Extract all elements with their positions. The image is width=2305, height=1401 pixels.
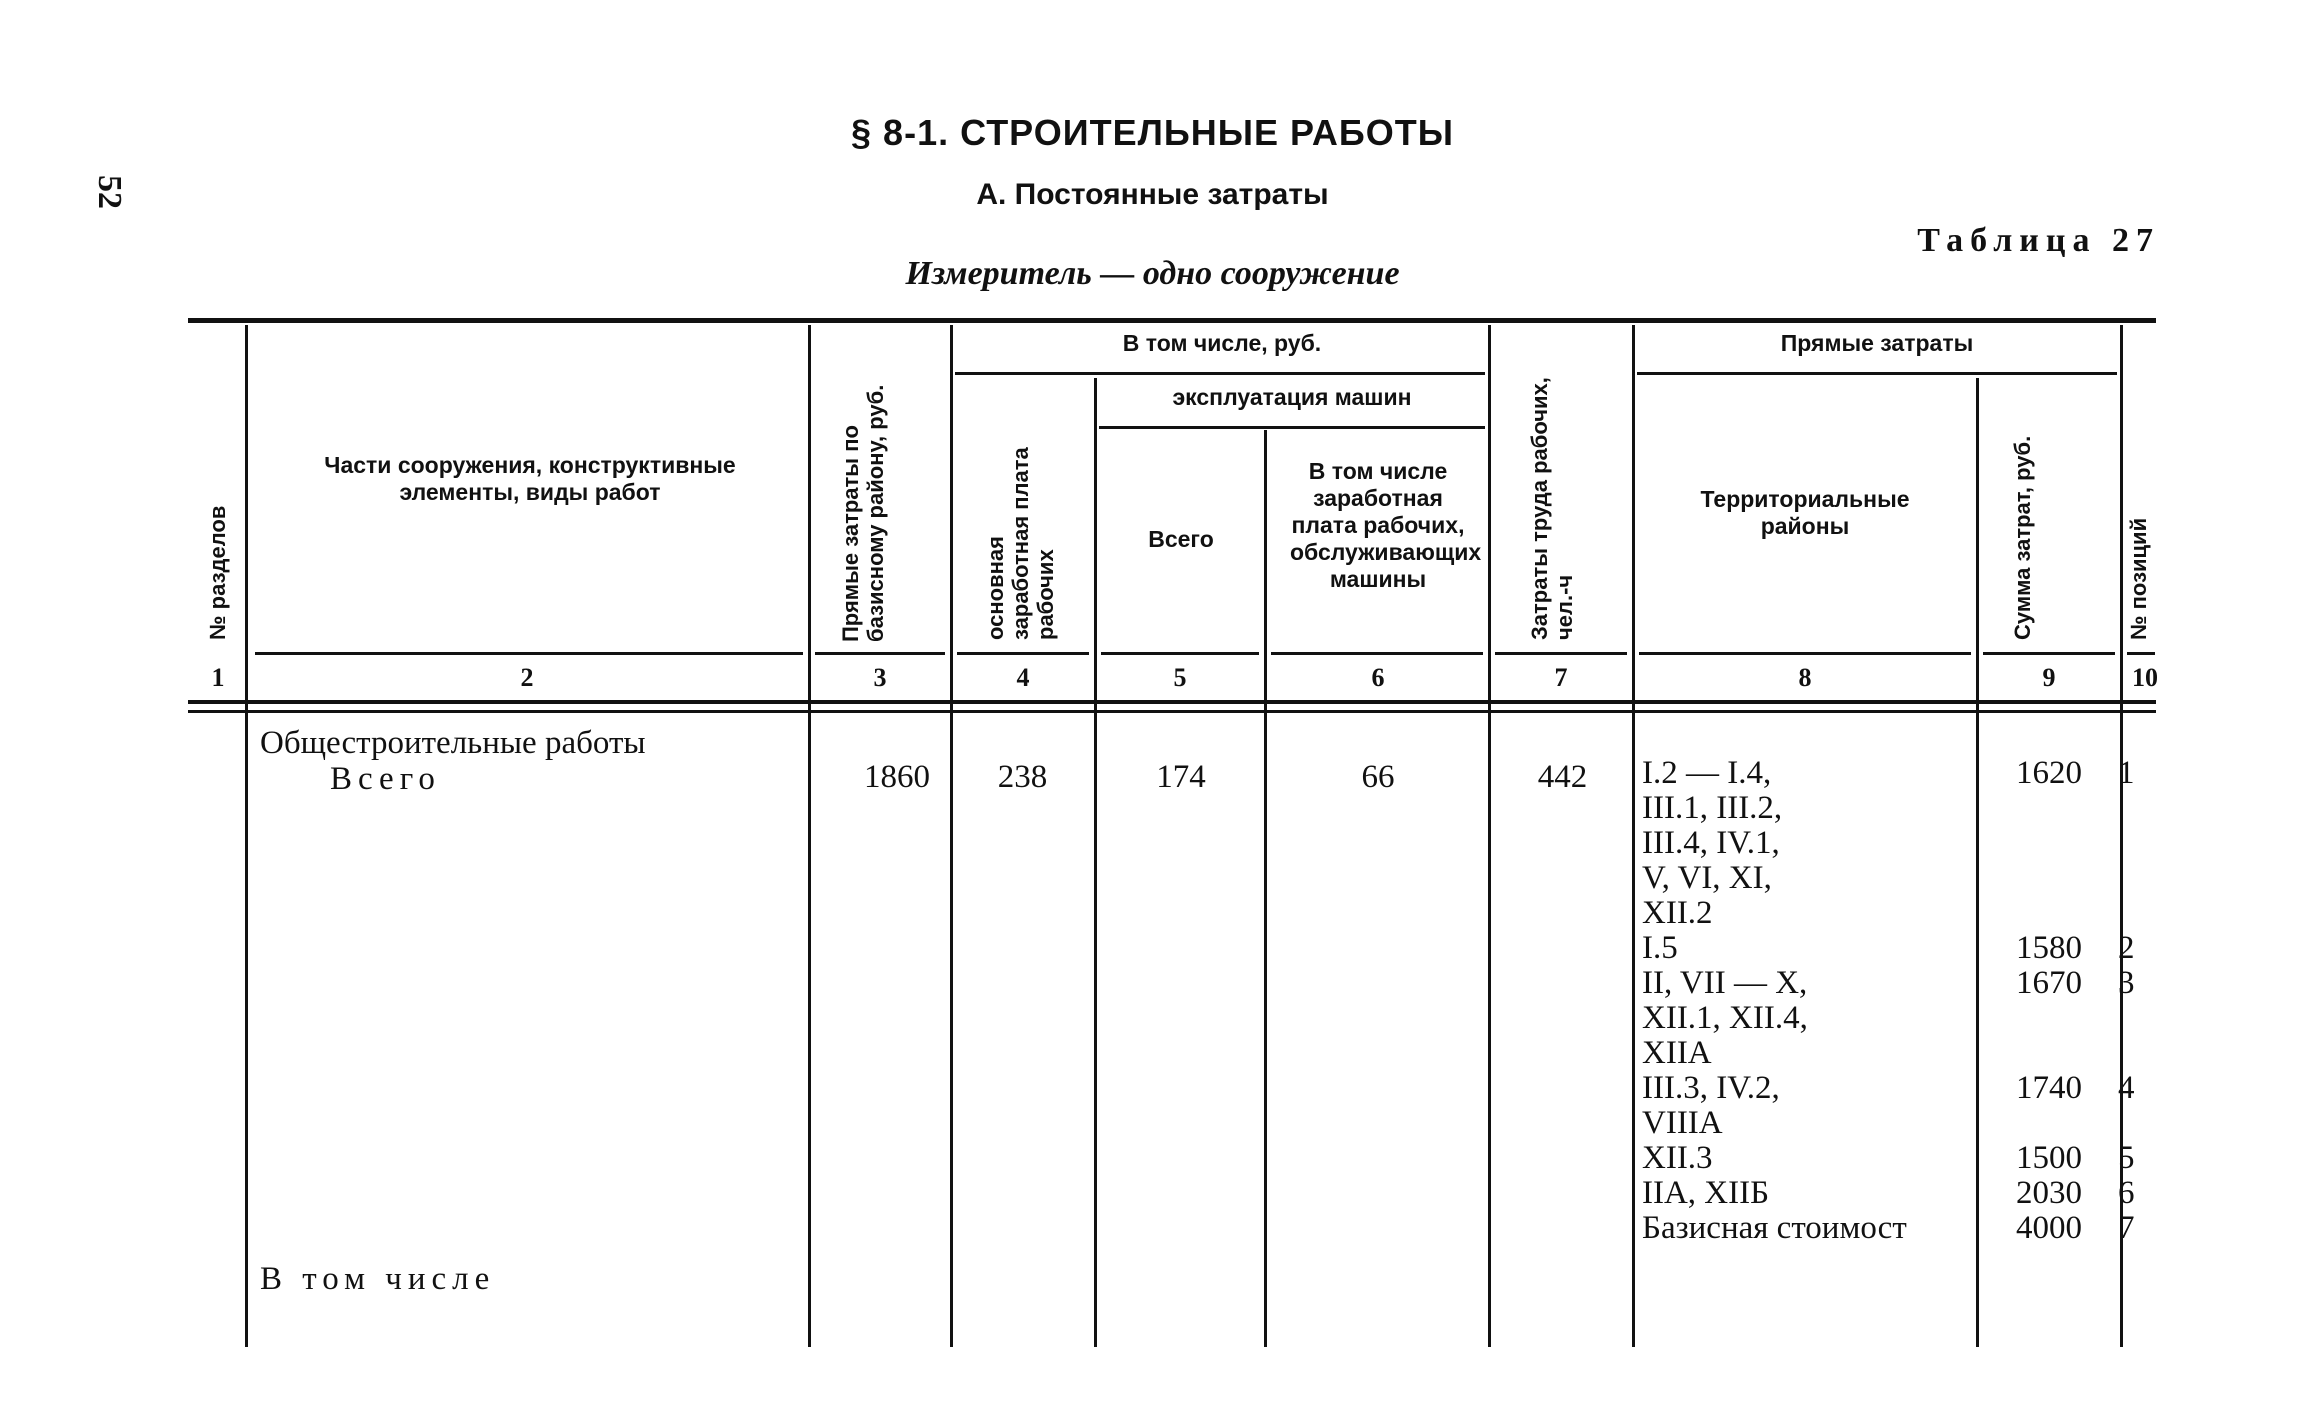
vline-2 — [808, 325, 811, 1347]
vline-5 — [1264, 430, 1267, 1347]
territory-item: I.2 — I.4, — [1642, 755, 1772, 791]
position-item: 7 — [2118, 1210, 2135, 1246]
position-item: 5 — [2118, 1140, 2135, 1176]
header-col1: № разделов — [205, 505, 230, 640]
territory-item: XII.1, XII.4, — [1642, 1000, 1808, 1036]
position-item — [2118, 861, 2158, 896]
vline-3 — [950, 325, 953, 1347]
position-item: 3 — [2118, 965, 2135, 1001]
header-bottom-rule-2 — [188, 710, 2156, 713]
position-item: 2 — [2118, 930, 2135, 966]
territory-item: IIА, XIIБ — [1642, 1175, 1770, 1211]
hline-under-col7 — [1495, 652, 1627, 655]
vline-4 — [1094, 378, 1097, 1347]
position-item — [2118, 1036, 2158, 1071]
vline-7 — [1632, 325, 1635, 1347]
section-title: § 8-1. СТРОИТЕЛЬНЫЕ РАБОТЫ — [851, 112, 1454, 153]
hline-under-col10 — [2127, 652, 2155, 655]
sum-item: 1500 — [2016, 1140, 2082, 1176]
position-item: 4 — [2118, 1070, 2135, 1106]
page-number: 52 — [91, 175, 128, 209]
territories-list — [1642, 756, 1907, 1246]
territory-item: Базисная стоимост — [1642, 1210, 1907, 1246]
sum-item: 2030 — [2016, 1175, 2082, 1211]
hline-under-col6 — [1271, 652, 1483, 655]
sum-item — [1950, 861, 2082, 896]
measure-unit: Измеритель — одно сооружение — [905, 255, 1400, 292]
header-col10: № позиций — [2126, 517, 2151, 640]
position-item — [2118, 791, 2158, 826]
col-number-4: 4 — [1016, 663, 1030, 692]
hline-incl — [955, 372, 1485, 375]
sum-item — [1950, 1001, 2082, 1036]
top-rule — [188, 318, 2156, 323]
sum-item — [1950, 1036, 2082, 1071]
territory-item: III.4, IV.1, — [1642, 825, 1780, 861]
col-number-8: 8 — [1798, 663, 1812, 692]
header-col5: Всего — [1148, 526, 1214, 552]
col-number-9: 9 — [2042, 663, 2056, 692]
row-name: Общестроительные работы — [260, 725, 646, 761]
header-col4: основная заработная плата рабочих — [983, 447, 1058, 640]
header-col7: Затраты труда рабочих, чел.-ч — [1527, 377, 1577, 640]
territory-item: III.1, III.2, — [1642, 790, 1783, 826]
header-col6: В том числе заработная плата рабочих, обслуживающих машины — [1290, 458, 1482, 592]
header-group-incl: В том числе, руб. — [1122, 330, 1322, 356]
hline-under-col3 — [815, 652, 945, 655]
position-item — [2118, 896, 2158, 931]
territory-item: XII.3 — [1642, 1140, 1713, 1176]
wages-value: 238 — [997, 759, 1048, 795]
territory-item: II, VII — X, — [1642, 965, 1808, 1001]
col-number-6: 6 — [1371, 663, 1385, 692]
sum-item: 1620 — [2016, 755, 2082, 791]
col-number-1: 1 — [211, 663, 225, 692]
col-number-7: 7 — [1554, 663, 1568, 692]
base-cost-value: 1860 — [864, 759, 930, 795]
position-item — [2118, 1106, 2158, 1141]
territory-item: V, VI, XI, — [1642, 860, 1772, 896]
col-number-3: 3 — [873, 663, 887, 692]
sum-item — [1950, 896, 2082, 931]
position-item: 1 — [2118, 755, 2135, 791]
position-item — [2118, 1001, 2158, 1036]
territory-item: XII.2 — [1642, 895, 1713, 931]
sum-item: 1670 — [2016, 965, 2082, 1001]
hline-under-col5 — [1101, 652, 1259, 655]
territory-item: III.3, IV.2, — [1642, 1070, 1780, 1106]
hline-under-col8 — [1639, 652, 1971, 655]
hline-under-col9 — [1983, 652, 2115, 655]
including-label: В том числе — [260, 1261, 496, 1297]
hline-under-col2 — [255, 652, 803, 655]
sum-item: 1740 — [2016, 1070, 2082, 1106]
col-number-10: 10 — [2132, 663, 2158, 692]
col-number-5: 5 — [1173, 663, 1187, 692]
sum-item: 4000 — [2016, 1210, 2082, 1246]
vline-6 — [1488, 325, 1491, 1347]
machines-total-value: 174 — [1156, 759, 1206, 795]
sums-list — [1950, 756, 2082, 1246]
hline-under-col4 — [957, 652, 1089, 655]
labor-hours-value: 442 — [1537, 759, 1588, 795]
subsection-title: А. Постоянные затраты — [976, 178, 1329, 211]
positions-list — [2118, 756, 2158, 1246]
territory-item: I.5 — [1642, 930, 1678, 966]
header-group-direct: Прямые затраты — [1780, 330, 1974, 356]
header-col8: Территориальные районы — [1700, 486, 1910, 539]
header-col9: Сумма затрат, руб. — [2010, 435, 2035, 640]
machines-wages-value: 66 — [1361, 759, 1395, 795]
header-col2: Части сооружения, конструктивные элементы, виды работ — [324, 452, 736, 505]
table-label: Таблица 27 — [1917, 222, 2160, 259]
col-number-2: 2 — [520, 663, 534, 692]
header-col3: Прямые затраты по базисному району, руб. — [838, 384, 888, 642]
row-total-label: Всего — [330, 761, 441, 797]
header-group-machines: эксплуатация машин — [1172, 384, 1412, 410]
sum-item — [1950, 826, 2082, 861]
sum-item — [1950, 1106, 2082, 1141]
hline-direct — [1637, 372, 2117, 375]
header-bottom-rule — [188, 700, 2156, 704]
territory-item: VIIIA — [1642, 1105, 1723, 1141]
territory-item: XIIA — [1642, 1035, 1712, 1071]
position-item: 6 — [2118, 1175, 2135, 1211]
hline-machines — [1099, 426, 1485, 429]
position-item — [2118, 826, 2158, 861]
sum-item: 1580 — [2016, 930, 2082, 966]
vline-1 — [245, 325, 248, 1347]
sum-item — [1950, 791, 2082, 826]
